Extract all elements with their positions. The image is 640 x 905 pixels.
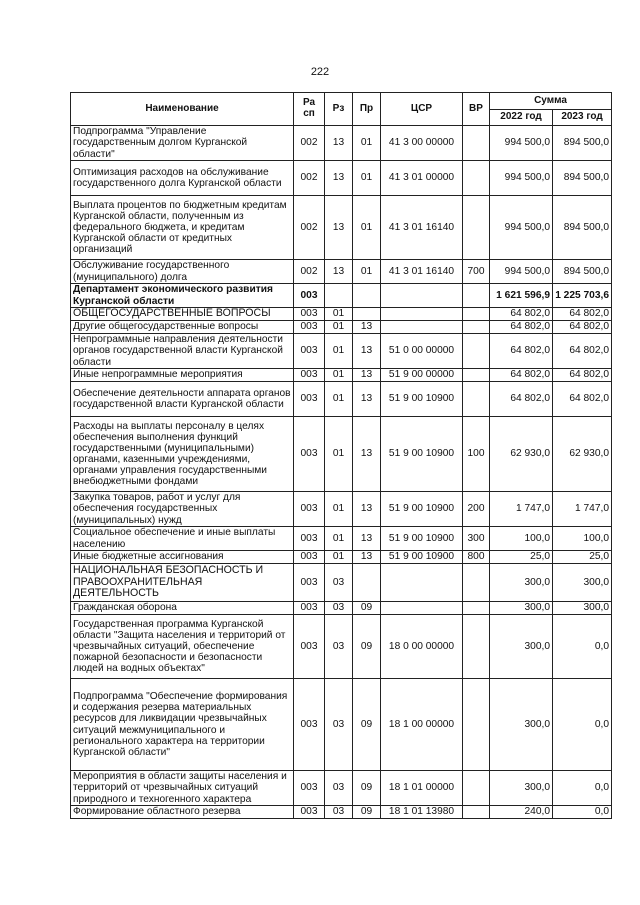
- row-rasp-cell: 002: [294, 260, 325, 284]
- row-vr-cell: [463, 615, 490, 679]
- row-rz-cell: 01: [325, 382, 353, 417]
- table-row: [71, 321, 612, 334]
- row-csr-cell: 18 0 00 00000: [381, 615, 463, 679]
- row-rz-cell: 03: [325, 564, 353, 602]
- row-vr-cell: [463, 126, 490, 161]
- row-name-cell: Государственная программа Курганской области "Защита населения и территорий от чрезвычайных ситуаций, обеспечение пожарной безопасности и безопасности людей на водных объектах": [71, 615, 294, 679]
- row-pr-cell: 09: [353, 602, 381, 615]
- row-sum-2023-cell: 894 500,0: [553, 260, 612, 284]
- header-year-2023: 2023 год: [553, 110, 612, 126]
- row-pr-cell: 09: [353, 679, 381, 771]
- row-vr-cell: 100: [463, 417, 490, 492]
- row-rasp-cell: 003: [294, 382, 325, 417]
- row-sum-2022-cell: 64 802,0: [490, 334, 553, 369]
- row-rz-cell: 03: [325, 615, 353, 679]
- row-pr-cell: 13: [353, 417, 381, 492]
- row-csr-cell: [381, 308, 463, 321]
- row-sum-2023-cell: 64 802,0: [553, 369, 612, 382]
- row-rz-cell: 01: [325, 527, 353, 551]
- row-sum-2022-cell: 994 500,0: [490, 126, 553, 161]
- row-sum-2023-cell: 62 930,0: [553, 417, 612, 492]
- row-rz-cell: 03: [325, 679, 353, 771]
- row-vr-cell: [463, 196, 490, 260]
- row-vr-cell: [463, 308, 490, 321]
- row-sum-2022-cell: 300,0: [490, 679, 553, 771]
- row-sum-2022-cell: 300,0: [490, 564, 553, 602]
- budget-table: [70, 92, 612, 819]
- row-vr-cell: [463, 806, 490, 819]
- row-vr-cell: [463, 334, 490, 369]
- row-pr-cell: 01: [353, 260, 381, 284]
- header-pr: Пр: [353, 93, 381, 126]
- table-row: [71, 308, 612, 321]
- row-pr-cell: 13: [353, 382, 381, 417]
- row-name-cell: Закупка товаров, работ и услуг для обеспечения государственных (муниципальных) нужд: [71, 492, 294, 527]
- row-name-cell: Гражданская оборона: [71, 602, 294, 615]
- row-pr-cell: 13: [353, 321, 381, 334]
- row-rz-cell: 13: [325, 196, 353, 260]
- row-rasp-cell: 003: [294, 551, 325, 564]
- row-rasp-cell: 003: [294, 284, 325, 308]
- row-sum-2022-cell: 994 500,0: [490, 260, 553, 284]
- row-pr-cell: 13: [353, 492, 381, 527]
- row-vr-cell: [463, 679, 490, 771]
- table-body: [71, 126, 612, 819]
- table-row: [71, 564, 612, 602]
- row-name-cell: ОБЩЕГОСУДАРСТВЕННЫЕ ВОПРОСЫ: [71, 308, 294, 321]
- row-sum-2022-cell: 994 500,0: [490, 161, 553, 196]
- row-rz-cell: 01: [325, 321, 353, 334]
- row-name-cell: Социальное обеспечение и иные выплаты населению: [71, 527, 294, 551]
- row-csr-cell: 51 9 00 00000: [381, 369, 463, 382]
- row-sum-2022-cell: 64 802,0: [490, 308, 553, 321]
- row-sum-2023-cell: 300,0: [553, 602, 612, 615]
- row-name-cell: Подпрограмма "Управление государственным долгом Курганской области": [71, 126, 294, 161]
- header-csr: ЦСР: [381, 93, 463, 126]
- row-rz-cell: 01: [325, 551, 353, 564]
- row-sum-2023-cell: 100,0: [553, 527, 612, 551]
- row-sum-2023-cell: 64 802,0: [553, 334, 612, 369]
- row-sum-2023-cell: 0,0: [553, 615, 612, 679]
- row-pr-cell: 09: [353, 771, 381, 806]
- row-vr-cell: [463, 321, 490, 334]
- row-sum-2022-cell: 994 500,0: [490, 196, 553, 260]
- row-pr-cell: 13: [353, 551, 381, 564]
- row-sum-2022-cell: 300,0: [490, 771, 553, 806]
- table-row: [71, 369, 612, 382]
- row-csr-cell: 51 0 00 00000: [381, 334, 463, 369]
- row-rz-cell: 01: [325, 417, 353, 492]
- row-rasp-cell: 003: [294, 602, 325, 615]
- row-rz-cell: 13: [325, 126, 353, 161]
- header-year-2022: 2022 год: [490, 110, 553, 126]
- row-rz-cell: [325, 284, 353, 308]
- row-sum-2022-cell: 62 930,0: [490, 417, 553, 492]
- row-name-cell: Подпрограмма "Обеспечение формирования и содержания резерва материальных ресурсов для ликвидации чрезвычайных ситуаций межмуниципального и регионального характера на территории Курганской области": [71, 679, 294, 771]
- table-row: [71, 417, 612, 492]
- row-sum-2023-cell: 64 802,0: [553, 308, 612, 321]
- row-rasp-cell: 002: [294, 161, 325, 196]
- row-rasp-cell: 003: [294, 527, 325, 551]
- row-sum-2022-cell: 100,0: [490, 527, 553, 551]
- row-pr-cell: 01: [353, 126, 381, 161]
- row-pr-cell: 13: [353, 334, 381, 369]
- row-sum-2023-cell: 894 500,0: [553, 161, 612, 196]
- row-rasp-cell: 002: [294, 126, 325, 161]
- row-name-cell: Обеспечение деятельности аппарата органов государственной власти Курганской области: [71, 382, 294, 417]
- table-row: [71, 527, 612, 551]
- row-sum-2023-cell: 64 802,0: [553, 382, 612, 417]
- row-csr-cell: 18 1 01 13980: [381, 806, 463, 819]
- table-row: [71, 602, 612, 615]
- row-rasp-cell: 003: [294, 615, 325, 679]
- row-rz-cell: 01: [325, 492, 353, 527]
- row-vr-cell: [463, 369, 490, 382]
- row-vr-cell: 300: [463, 527, 490, 551]
- row-sum-2023-cell: 0,0: [553, 806, 612, 819]
- table-row: [71, 284, 612, 308]
- row-vr-cell: [463, 161, 490, 196]
- header-name: Наименование: [71, 93, 294, 126]
- row-name-cell: Иные бюджетные ассигнования: [71, 551, 294, 564]
- row-sum-2022-cell: 240,0: [490, 806, 553, 819]
- row-sum-2022-cell: 300,0: [490, 602, 553, 615]
- row-rasp-cell: 003: [294, 369, 325, 382]
- row-csr-cell: 51 9 00 10900: [381, 417, 463, 492]
- row-sum-2023-cell: 1 747,0: [553, 492, 612, 527]
- row-name-cell: Обслуживание государственного (муниципального) долга: [71, 260, 294, 284]
- row-rasp-cell: 003: [294, 334, 325, 369]
- row-rz-cell: 01: [325, 308, 353, 321]
- header-rasp: Ра сп: [294, 93, 325, 126]
- table-row: [71, 551, 612, 564]
- row-csr-cell: 41 3 01 16140: [381, 196, 463, 260]
- table-row: [71, 196, 612, 260]
- row-rz-cell: 01: [325, 334, 353, 369]
- row-pr-cell: 13: [353, 369, 381, 382]
- row-name-cell: Департамент экономического развития Курганской области: [71, 284, 294, 308]
- row-csr-cell: 41 3 00 00000: [381, 126, 463, 161]
- row-csr-cell: 18 1 00 00000: [381, 679, 463, 771]
- row-rasp-cell: 003: [294, 492, 325, 527]
- header-rz: Рз: [325, 93, 353, 126]
- row-sum-2022-cell: 1 621 596,9: [490, 284, 553, 308]
- row-sum-2022-cell: 25,0: [490, 551, 553, 564]
- row-csr-cell: [381, 284, 463, 308]
- row-name-cell: Формирование областного резерва: [71, 806, 294, 819]
- row-vr-cell: [463, 564, 490, 602]
- row-rz-cell: 13: [325, 260, 353, 284]
- table-row: [71, 771, 612, 806]
- row-name-cell: Мероприятия в области защиты населения и территорий от чрезвычайных ситуаций природного и техногенного характера: [71, 771, 294, 806]
- row-vr-cell: [463, 382, 490, 417]
- row-sum-2023-cell: 894 500,0: [553, 126, 612, 161]
- table-row: [71, 161, 612, 196]
- row-vr-cell: [463, 771, 490, 806]
- row-pr-cell: 09: [353, 615, 381, 679]
- row-name-cell: Иные непрограммные мероприятия: [71, 369, 294, 382]
- row-pr-cell: 13: [353, 527, 381, 551]
- row-pr-cell: 01: [353, 161, 381, 196]
- row-csr-cell: 51 9 00 10900: [381, 382, 463, 417]
- row-rasp-cell: 003: [294, 806, 325, 819]
- table-row: [71, 260, 612, 284]
- row-rz-cell: 03: [325, 602, 353, 615]
- row-csr-cell: 51 9 00 10900: [381, 492, 463, 527]
- row-rasp-cell: 003: [294, 321, 325, 334]
- row-sum-2022-cell: 300,0: [490, 615, 553, 679]
- row-pr-cell: 09: [353, 806, 381, 819]
- header-sum: Сумма: [490, 93, 612, 110]
- row-sum-2022-cell: 64 802,0: [490, 321, 553, 334]
- row-name-cell: Непрограммные направления деятельности органов государственной власти Курганской области: [71, 334, 294, 369]
- table-row: [71, 334, 612, 369]
- table-row: [71, 679, 612, 771]
- header-vr: ВР: [463, 93, 490, 126]
- row-csr-cell: [381, 321, 463, 334]
- row-pr-cell: [353, 564, 381, 602]
- row-name-cell: Оптимизация расходов на обслуживание государственного долга Курганской области: [71, 161, 294, 196]
- row-vr-cell: [463, 602, 490, 615]
- table-row: [71, 806, 612, 819]
- row-sum-2022-cell: 1 747,0: [490, 492, 553, 527]
- table-row: [71, 492, 612, 527]
- row-sum-2022-cell: 64 802,0: [490, 382, 553, 417]
- row-csr-cell: 41 3 01 16140: [381, 260, 463, 284]
- row-rz-cell: 13: [325, 161, 353, 196]
- row-sum-2022-cell: 64 802,0: [490, 369, 553, 382]
- row-sum-2023-cell: 1 225 703,6: [553, 284, 612, 308]
- row-vr-cell: 200: [463, 492, 490, 527]
- row-rasp-cell: 003: [294, 564, 325, 602]
- row-name-cell: Другие общегосударственные вопросы: [71, 321, 294, 334]
- row-rasp-cell: 003: [294, 771, 325, 806]
- row-name-cell: Расходы на выплаты персоналу в целях обеспечения выполнения функций государственными (муниципальными) органами, казенными учреждениями, органами управления государственными внебюджетными фондами: [71, 417, 294, 492]
- table-row: [71, 126, 612, 161]
- row-name-cell: Выплата процентов по бюджетным кредитам Курганской области, полученным из федерального бюджета, и кредитам Курганской области от кредитных организаций: [71, 196, 294, 260]
- row-csr-cell: 51 9 00 10900: [381, 527, 463, 551]
- row-rasp-cell: 003: [294, 308, 325, 321]
- row-vr-cell: 700: [463, 260, 490, 284]
- row-sum-2023-cell: 300,0: [553, 564, 612, 602]
- page-number: 222: [310, 66, 330, 78]
- row-sum-2023-cell: 64 802,0: [553, 321, 612, 334]
- row-csr-cell: 51 9 00 10900: [381, 551, 463, 564]
- row-sum-2023-cell: 25,0: [553, 551, 612, 564]
- row-rz-cell: 03: [325, 806, 353, 819]
- row-csr-cell: 18 1 01 00000: [381, 771, 463, 806]
- row-csr-cell: [381, 602, 463, 615]
- row-pr-cell: [353, 308, 381, 321]
- row-rz-cell: 01: [325, 369, 353, 382]
- row-sum-2023-cell: 0,0: [553, 771, 612, 806]
- row-csr-cell: [381, 564, 463, 602]
- row-sum-2023-cell: 0,0: [553, 679, 612, 771]
- row-sum-2023-cell: 894 500,0: [553, 196, 612, 260]
- row-rz-cell: 03: [325, 771, 353, 806]
- row-pr-cell: [353, 284, 381, 308]
- row-name-cell: НАЦИОНАЛЬНАЯ БЕЗОПАСНОСТЬ И ПРАВООХРАНИТЕЛЬНАЯ ДЕЯТЕЛЬНОСТЬ: [71, 564, 294, 602]
- row-rasp-cell: 003: [294, 679, 325, 771]
- row-vr-cell: 800: [463, 551, 490, 564]
- table-row: [71, 615, 612, 679]
- table-row: [71, 382, 612, 417]
- row-rasp-cell: 002: [294, 196, 325, 260]
- row-csr-cell: 41 3 01 00000: [381, 161, 463, 196]
- row-rasp-cell: 003: [294, 417, 325, 492]
- row-vr-cell: [463, 284, 490, 308]
- row-pr-cell: 01: [353, 196, 381, 260]
